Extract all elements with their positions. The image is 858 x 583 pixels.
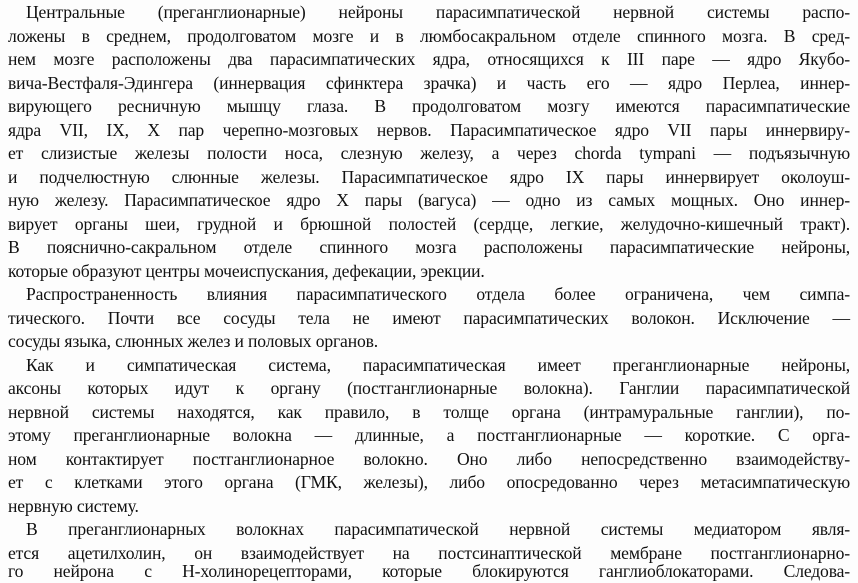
text-line: которые образуют центры мочеиспускания, дефекации, эрекции. xyxy=(8,260,485,281)
text-line: Распространенность влияния парасимпатического отдела более ограничена, чем симпа- xyxy=(26,284,850,304)
text-line: вирующего ресничную мышцу глаза. В продолговатом мозгу имеются парасимпатические xyxy=(8,96,850,116)
text-line: сосуды языка, слюнных желез и половых органов. xyxy=(8,331,379,351)
text-line: Центральные (преганглионарные) нейроны парасимпатической нервной системы распо- xyxy=(26,2,850,22)
text-line: В преганглионарных волокнах парасимпатической нервной системы медиатором явля- xyxy=(26,519,850,539)
text-line: ную железу. Парасимпатическое ядро X пары (вагуса) — одно из самых мощных. Оно иннер- xyxy=(8,190,850,210)
text-line: го нейрона с Н-холинорецепторами, которые блокируются ганглиоблокаторами. Следова- xyxy=(8,561,850,581)
text-line: и подчелюстную слюнные железы. Парасимпатическое ядро IX пары иннервирует околоуш- xyxy=(8,166,850,187)
text-line: ет слизистые железы полости носа, слезную железу, а через chorda tympani — подъязычную xyxy=(8,143,850,163)
text-line: нервной системы находятся, как правило, в толще органа (интрамуральные ганглии), по- xyxy=(8,401,850,422)
text-line: ется ацетилхолин, он взаимодействует на постсинаптической мембране постганглионарно- xyxy=(8,542,850,563)
text-line: Как и симпатическая система, парасимпатическая имеет преганглионарные нейроны, xyxy=(26,354,850,375)
text-line: вирует органы шеи, грудной и брюшной полостей (сердце, легкие, желудочно-кишечный тракт). xyxy=(8,213,850,234)
text-line: ядра VII, IX, X пар черепно-мозговых нервов. Парасимпатическое ядро VII пары иннервиру- xyxy=(8,119,850,140)
text-line: ложены в среднем, продолговатом мозге и в люмбосакральном отделе спинного мозга. В сред- xyxy=(8,25,850,46)
text-line: ном контактирует постганглионарное волокно. Оно либо непосредственно взаимодейству- xyxy=(8,448,850,469)
text-line: вича-Вестфаля-Эдингера (иннервация сфинктера зрачка) и часть его — ядро Перлеа, иннер- xyxy=(8,72,850,93)
text-line: аксоны которых идут к органу (постганглионарные волокна). Ганглии парасимпатической xyxy=(8,378,850,398)
text-line: нервную систему. xyxy=(8,495,139,516)
text-line: В пояснично-сакральном отделе спинного мозга расположены парасимпатические нейроны, xyxy=(8,237,850,257)
text-line: этому преганглионарные волокна — длинные, а постганглионарные — короткие. С орга- xyxy=(8,425,850,445)
text-line: нем мозге расположены два парасимпатических ядра, относящихся к III паре — ядро Якубо- xyxy=(8,49,850,69)
text-line: тического. Почти все сосуды тела не имеют парасимпатических волокон. Исключение — xyxy=(8,307,850,328)
text-line: ет с клетками этого органа (ГМК, железы), либо опосредованно через метасимпатическую xyxy=(8,472,850,492)
